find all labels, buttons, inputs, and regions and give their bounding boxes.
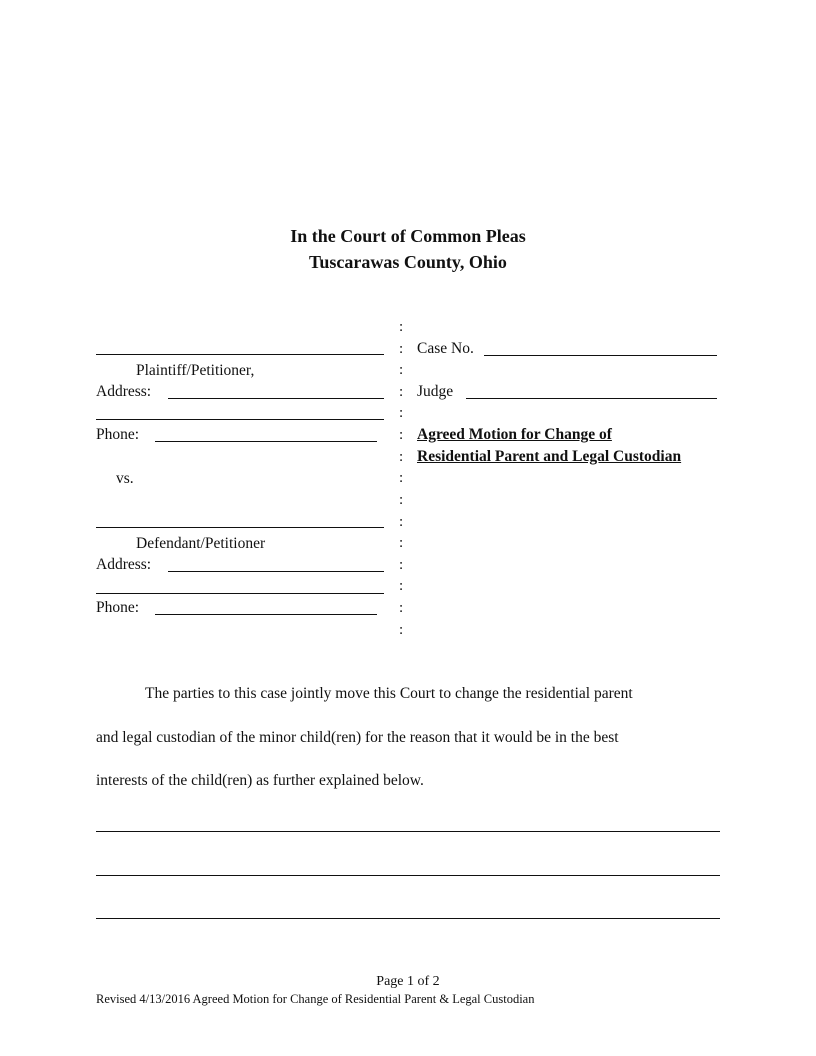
revision-footer: Revised 4/13/2016 Agreed Motion for Change of Residential Parent & Legal Custodian bbox=[96, 992, 535, 1006]
body-text-line-3: interests of the child(ren) as further explained below. bbox=[96, 772, 424, 789]
caption-colon: : bbox=[399, 362, 404, 378]
caption-colon: : bbox=[399, 514, 404, 530]
motion-title-line-2: Residential Parent and Legal Custodian bbox=[417, 448, 682, 465]
caption-colon: : bbox=[399, 427, 404, 443]
case-number-line[interactable] bbox=[484, 355, 717, 356]
explanation-line-2[interactable] bbox=[96, 875, 720, 876]
defendant-address-line-1[interactable] bbox=[168, 571, 384, 572]
caption-colon: : bbox=[399, 622, 404, 638]
judge-label: Judge bbox=[417, 383, 454, 400]
judge-line[interactable] bbox=[466, 398, 717, 399]
plaintiff-address-label: Address: bbox=[96, 383, 152, 400]
caption-colon: : bbox=[399, 319, 404, 335]
defendant-address-line-2[interactable] bbox=[96, 593, 384, 594]
caption-colon: : bbox=[399, 600, 404, 616]
defendant-address-label: Address: bbox=[96, 556, 152, 573]
plaintiff-address-line-2[interactable] bbox=[96, 419, 384, 420]
defendant-label: Defendant/Petitioner bbox=[136, 535, 266, 552]
caption-colon: : bbox=[399, 535, 404, 551]
motion-title-line-1: Agreed Motion for Change of bbox=[417, 426, 612, 443]
versus-label: vs. bbox=[116, 470, 134, 487]
caption-colon: : bbox=[399, 578, 404, 594]
caption-colon: : bbox=[399, 492, 404, 508]
explanation-line-1[interactable] bbox=[96, 831, 720, 832]
case-number-label: Case No. bbox=[417, 340, 474, 357]
body-text-line-2: and legal custodian of the minor child(ren) for the reason that it would be in the best bbox=[96, 729, 619, 746]
plaintiff-phone-line[interactable] bbox=[155, 441, 377, 442]
defendant-phone-label: Phone: bbox=[96, 599, 140, 616]
page-number: Page 1 of 2 bbox=[376, 974, 440, 989]
body-text-line-1: The parties to this case jointly move this Court to change the residential parent bbox=[145, 685, 633, 702]
caption-colon: : bbox=[399, 557, 404, 573]
defendant-phone-line[interactable] bbox=[155, 614, 377, 615]
court-county: Tuscarawas County, Ohio bbox=[309, 252, 507, 272]
plaintiff-phone-label: Phone: bbox=[96, 426, 140, 443]
caption-colon: : bbox=[399, 470, 404, 486]
plaintiff-name-line[interactable] bbox=[96, 354, 384, 355]
caption-colon: : bbox=[399, 405, 404, 421]
caption-colon: : bbox=[399, 384, 404, 400]
caption-colon: : bbox=[399, 341, 404, 357]
explanation-line-3[interactable] bbox=[96, 918, 720, 919]
court-name: In the Court of Common Pleas bbox=[290, 226, 526, 246]
plaintiff-label: Plaintiff/Petitioner, bbox=[136, 362, 255, 379]
defendant-name-line[interactable] bbox=[96, 527, 384, 528]
caption-colon: : bbox=[399, 449, 404, 465]
plaintiff-address-line-1[interactable] bbox=[168, 398, 384, 399]
